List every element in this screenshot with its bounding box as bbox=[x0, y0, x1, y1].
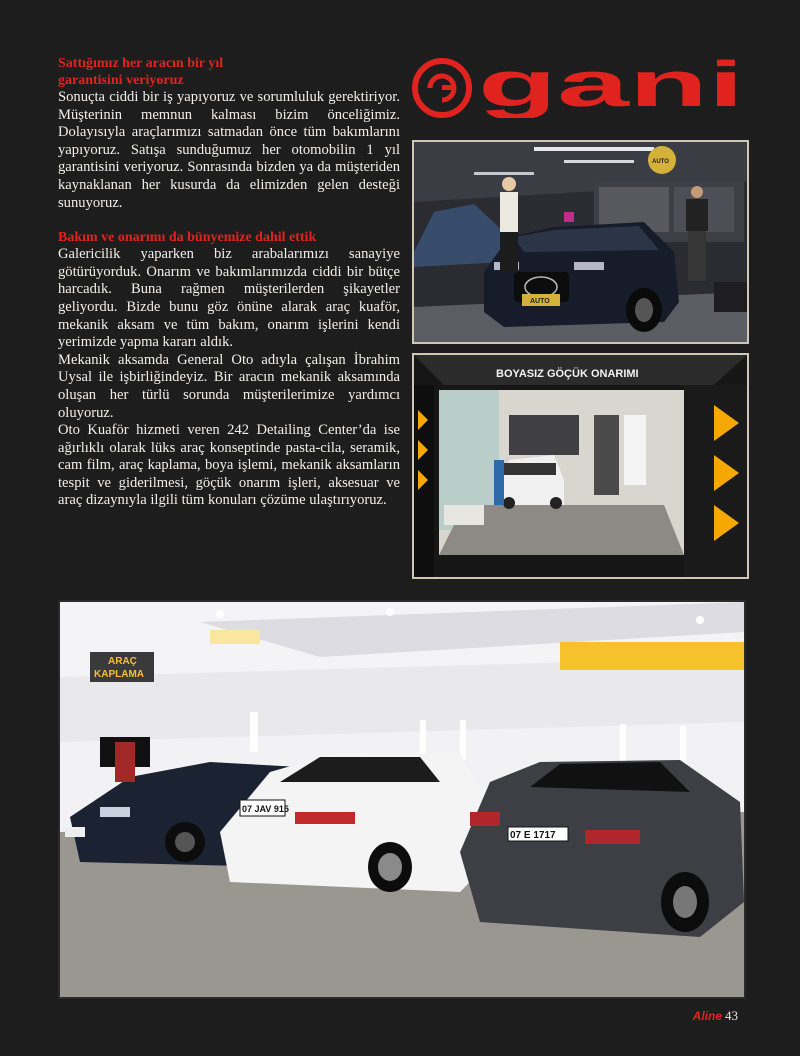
maintenance-paragraph-2: Mekanik aksamda General Oto adıyla çalışan İbrahim Uysal ile işbirliğindeyiz. Bir aracın mekanik aksamında oluşan her türlü sorunda müşterilerimize yardımcı oluyoruz. bbox=[58, 351, 400, 421]
magazine-brand: Aline bbox=[692, 1009, 722, 1023]
detailing-badge: AUTO bbox=[652, 159, 669, 165]
gani-logo-mark-icon bbox=[415, 61, 469, 115]
shop-sign: BOYASIZ GÖÇÜK ONARIMI bbox=[496, 368, 639, 380]
heading-line-2: garantisini veriyoruz bbox=[58, 73, 184, 88]
article-text-column bbox=[58, 55, 400, 510]
photo-detailing-audi bbox=[412, 140, 749, 344]
section-heading-maintenance: Bakım ve onarımı da bünyemize dahil ettik bbox=[58, 230, 317, 246]
maintenance-paragraph-1: Galericilik yaparken biz arabalarımızı sanayiye götürüyorduk. Onarım ve bakımlarımızda ciddi bir bütçe harcadık. Buna rağmen müşterilerden şikayetler geliyordu. Bizde bunu göz önüne alarak araç kuaför, mekanik aksam ve tüm bakım, onarım işlerini kendi yerimizde yapma kararı aldık. bbox=[58, 246, 400, 351]
wrap-sign-line-2: KAPLAMA bbox=[94, 669, 144, 680]
photo-showroom-cars bbox=[58, 600, 746, 999]
photo-dent-repair-entrance bbox=[412, 353, 749, 579]
gani-logo bbox=[412, 58, 747, 118]
bmw-plate: 07 E 1717 bbox=[510, 830, 556, 841]
section-heading-warranty bbox=[58, 55, 400, 89]
page-number: 43 bbox=[725, 1008, 738, 1023]
maintenance-paragraph-3: Oto Kuaför hizmeti veren 242 Detailing Center’da ise ağırlıklı olarak lüks araç konseptinde pasta-cila, seramik, cam film, araç kaplama, boya işlemi, mekanik aksamların tespit ve giderilmesi, göçük onarım işleri, aksesuar ve araç dizaynıyla ilgili tüm konuları çözüme ulaştırıyoruz. bbox=[58, 422, 400, 509]
front-plate: AUTO bbox=[530, 298, 550, 305]
warranty-paragraph: Sonuçta ciddi bir iş yapıyoruz ve sorumluluk gerektiriyor. Müşterinin memnun kalması bizim önceliğimiz. Dolayısıyla araçlarımızı satmadan önce tüm bakımlarını yapıyoruz. Satışa sunduğumuz her otomobilin 1 yıl garantisini veriyoruz. Sonrasında bizden ya da müşteriden kaynaklanan her kusurda da elimizden gelen desteği sunuyoruz. bbox=[58, 89, 400, 211]
heading-line-1: Sattığımız her aracın bir yıl bbox=[58, 56, 224, 71]
mercedes-plate: 07 JAV 915 bbox=[242, 804, 289, 814]
logo-wordmark: gani bbox=[478, 58, 744, 118]
wrap-sign-line-1: ARAÇ bbox=[108, 656, 137, 667]
page-footer bbox=[693, 1008, 738, 1024]
